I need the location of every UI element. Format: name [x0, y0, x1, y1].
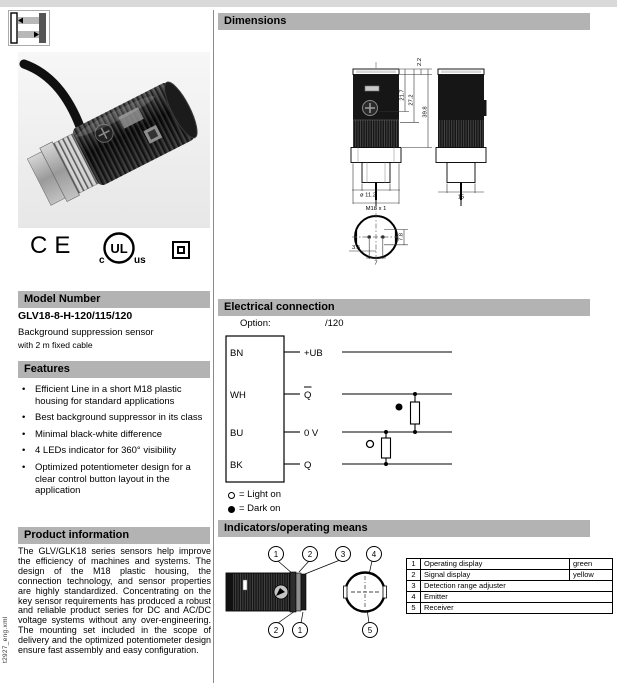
svg-text:39.8: 39.8 [422, 106, 429, 118]
indicators-header: Indicators/operating means [218, 520, 590, 537]
svg-text:2.2: 2.2 [417, 57, 423, 66]
svg-text:3.5: 3.5 [352, 245, 361, 251]
svg-text:27.2: 27.2 [408, 94, 415, 106]
svg-text:BU: BU [230, 428, 244, 439]
svg-text:21.7: 21.7 [399, 89, 406, 101]
svg-text:7: 7 [374, 260, 378, 267]
svg-text:Q: Q [304, 460, 312, 471]
feature-item: • Efficient Line in a short M18 plastic housing for standard applications [20, 384, 210, 407]
svg-text:0 V: 0 V [304, 428, 319, 439]
table-row: 4 Emitter [407, 592, 613, 603]
dimension-drawing [330, 50, 530, 285]
svg-text:7.8: 7.8 [398, 232, 405, 242]
svg-text:WH: WH [230, 390, 246, 401]
svg-text:us: us [134, 255, 146, 266]
features-header: Features [18, 361, 210, 378]
svg-text:Q: Q [304, 390, 312, 401]
svg-text:+UB: +UB [304, 348, 323, 359]
svg-text:c: c [99, 255, 105, 266]
product-info-text: The GLV/GLK18 series sensors help improve the efficiency of machines and systems. The design of the M18 plastic housing, the connection technology, and sensor properties are highly standardized. Concentrating on the key sensor requirements has produced a robust and reliable product series for DC and AC/DC voltage systems without any over-engineering. The mounting set included in the scope of delivery and the optimized potentiometer design ensure fast assembly and easy configuration. [18, 546, 211, 656]
document-code: t2927_eng.xml [2, 616, 9, 663]
model-number: GLV18-8-H-120/115/120 [18, 310, 133, 322]
feature-item: • Best background suppressor in its class [20, 412, 210, 424]
electrical-header: Electrical connection [218, 299, 590, 316]
legend-dark-on: = Dark on [228, 503, 280, 515]
model-number-header: Model Number [18, 291, 210, 308]
svg-text:ø 11.2: ø 11.2 [359, 192, 377, 199]
svg-text:UL: UL [110, 241, 128, 256]
feature-item: • Minimal black-white difference [20, 429, 210, 441]
product-photo [18, 52, 210, 228]
cable-note: with 2 m fixed cable [18, 340, 93, 350]
column-divider [213, 10, 214, 683]
dark-on-icon [228, 506, 235, 513]
svg-text:2: 2 [307, 550, 313, 559]
feature-item: • 4 LEDs indicator for 360° visibility [20, 445, 210, 457]
table-row: 3 Detection range adjuster [407, 581, 613, 592]
svg-text:2: 2 [273, 626, 279, 635]
protection-class-icon [172, 241, 190, 259]
table-row: 1 Operating display green [407, 559, 613, 570]
wiring-diagram [222, 330, 472, 485]
features-list [20, 384, 210, 502]
ce-mark: CE [30, 232, 78, 259]
indicators-drawing [222, 544, 414, 658]
cul-us-mark [92, 228, 148, 270]
svg-text:5: 5 [367, 626, 373, 635]
feature-item: • Optimized potentiometer design for a clear control button layout in the application [20, 462, 210, 497]
svg-text:BN: BN [230, 348, 244, 359]
indicators-table [406, 558, 613, 614]
dimensions-header: Dimensions [218, 13, 590, 30]
svg-text:1: 1 [297, 626, 303, 635]
table-row: 2 Signal display yellow [407, 570, 613, 581]
light-on-icon [228, 492, 235, 499]
legend-light-on: = Light on [228, 489, 281, 501]
option-label: Option: [240, 318, 271, 329]
option-value: /120 [325, 318, 344, 329]
svg-text:4: 4 [371, 550, 377, 559]
svg-text:1: 1 [273, 550, 279, 559]
background-suppression-icon [8, 10, 50, 46]
svg-text:BK: BK [230, 460, 243, 471]
top-strip [0, 0, 617, 7]
model-description: Background suppression sensor [18, 327, 154, 338]
svg-text:3: 3 [340, 550, 346, 559]
svg-text:15: 15 [457, 194, 465, 201]
svg-text:M18 x 1: M18 x 1 [365, 206, 387, 212]
table-row: 5 Receiver [407, 603, 613, 614]
product-info-header: Product information [18, 527, 210, 544]
